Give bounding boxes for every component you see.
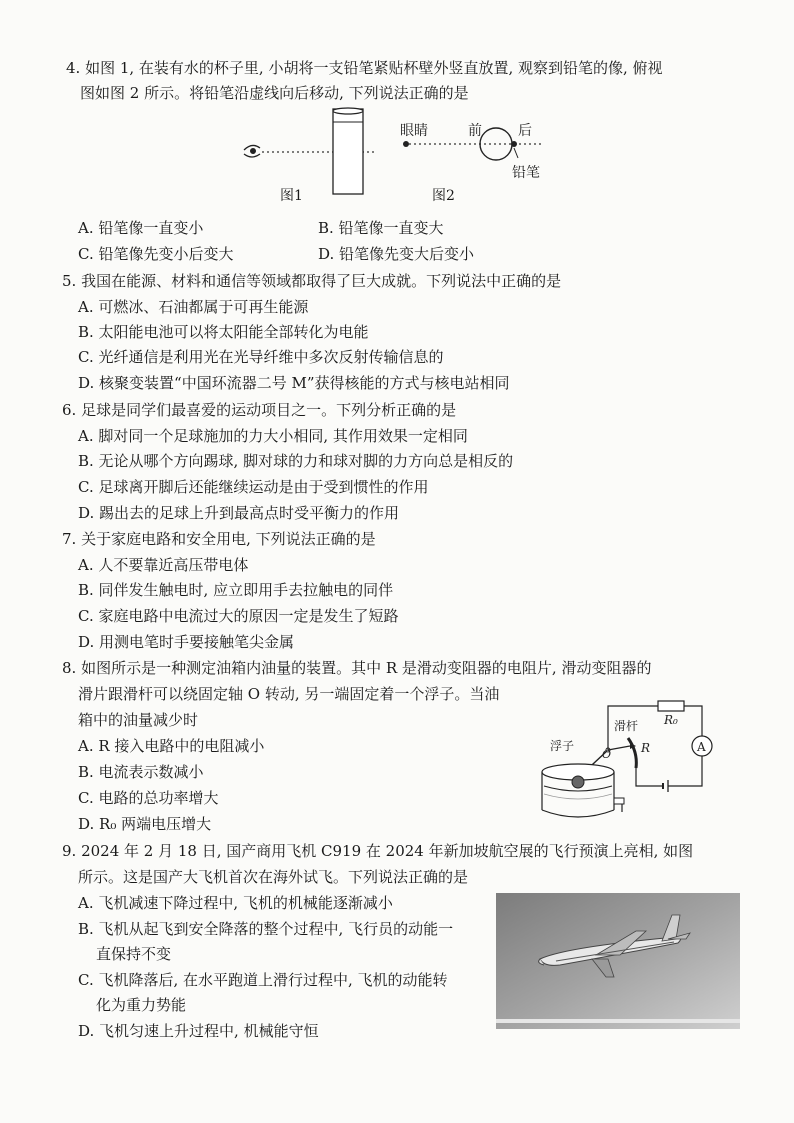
q9-stem-line1: 9. 2024 年 2 月 18 日, 国产商用飞机 C919 在 2024 年新加坡航空展的飞行预演上亮相, 如图	[62, 842, 694, 860]
q9-airplane-photo	[496, 893, 740, 1029]
q9-option-a: A. 飞机减速下降过程中, 飞机的机械能逐渐减小	[78, 894, 393, 912]
q8-figure-r0-label: R₀	[664, 713, 678, 727]
q6-option-d: D. 踢出去的足球上升到最高点时受平衡力的作用	[78, 504, 400, 522]
q8-option-c: C. 电路的总功率增大	[78, 789, 219, 807]
q6-option-a: A. 脚对同一个足球施加的力大小相同, 其作用效果一定相同	[78, 427, 468, 445]
q4-option-d: D. 铅笔像先变大后变小	[318, 245, 475, 263]
q8-stem-line2: 滑片跟滑杆可以绕固定轴 O 转动, 另一端固定着一个浮子。当油	[78, 685, 500, 703]
q8-figure-ammeter-label: A	[697, 740, 706, 754]
q8-figure-pivot-label: O	[602, 748, 612, 761]
q8-option-b: B. 电流表示数减小	[78, 763, 204, 781]
q4-option-a: A. 铅笔像一直变小	[78, 219, 204, 237]
q5-option-a: A. 可燃冰、石油都属于可再生能源	[78, 298, 309, 316]
q4-figure2-caption: 图2	[432, 188, 455, 204]
q9-option-c-line2: 化为重力势能	[96, 996, 187, 1014]
q7-option-b: B. 同伴发生触电时, 应立即用手去拉触电的同伴	[78, 581, 394, 599]
q8-stem-line3: 箱中的油量减少时	[78, 711, 199, 729]
q9-option-b-line2: 直保持不变	[96, 945, 172, 963]
q6-option-c: C. 足球离开脚后还能继续运动是由于受到惯性的作用	[78, 478, 429, 496]
q4-figure1-caption: 图1	[280, 188, 303, 204]
q4-figure1-cup	[236, 106, 381, 196]
q5-option-d: D. 核聚变装置“中国环流器二号 M”获得核能的方式与核电站相同	[78, 374, 510, 392]
q4-figure2-back-label: 后	[518, 123, 532, 139]
q8-stem-line1: 8. 如图所示是一种测定油箱内油量的装置。其中 R 是滑动变阻器的电阻片, 滑动变阻器的	[62, 659, 652, 677]
q4-figure2-pencil-label: 铅笔	[512, 165, 540, 181]
q9-option-d: D. 飞机匀速上升过程中, 机械能守恒	[78, 1022, 319, 1040]
q7-option-c: C. 家庭电路中电流过大的原因一定是发生了短路	[78, 607, 399, 625]
q9-option-b-line1: B. 飞机从起飞到安全降落的整个过程中, 飞行员的动能一	[78, 920, 454, 938]
q5-option-b: B. 太阳能电池可以将太阳能全部转化为电能	[78, 323, 369, 341]
q6-stem: 6. 足球是同学们最喜爱的运动项目之一。下列分析正确的是	[62, 401, 457, 419]
q4-option-b: B. 铅笔像一直变大	[318, 219, 444, 237]
q4-option-c: C. 铅笔像先变小后变大	[78, 245, 234, 263]
q5-option-c: C. 光纤通信是利用光在光导纤维中多次反射传输信息的	[78, 348, 444, 366]
q5-stem: 5. 我国在能源、材料和通信等领域都取得了巨大成就。下列说法中正确的是	[62, 272, 562, 290]
q7-stem: 7. 关于家庭电路和安全用电, 下列说法正确的是	[62, 530, 376, 548]
q4-figure2-eye-label: 眼睛	[400, 123, 428, 139]
q4-stem-line2: 图如图 2 所示。将铅笔沿虚线向后移动, 下列说法正确的是	[80, 84, 469, 102]
q4-stem-line1: 4. 如图 1, 在装有水的杯子里, 小胡将一支铅笔紧贴杯壁外竖直放置, 观察到铅笔的像, 俯视	[66, 59, 663, 77]
q6-option-b: B. 无论从哪个方向踢球, 脚对球的力和球对脚的力方向总是相反的	[78, 452, 514, 470]
q8-figure-resistor-label: R	[641, 741, 651, 755]
q9-stem-line2: 所示。这是国产大飞机首次在海外试飞。下列说法正确的是	[78, 868, 469, 886]
q8-figure-float-label: 浮子	[550, 739, 575, 753]
q9-option-c-line1: C. 飞机降落后, 在水平跑道上滑行过程中, 飞机的动能转	[78, 971, 448, 989]
q4-figure2-front-label: 前	[468, 123, 482, 139]
q7-option-d: D. 用测电笔时手要接触笔尖金属	[78, 633, 295, 651]
q8-option-d: D. R₀ 两端电压增大	[78, 815, 212, 833]
q8-figure-rod-label: 滑杆	[614, 719, 639, 733]
q7-option-a: A. 人不要靠近高压带电体	[78, 556, 249, 574]
q8-fuel-gauge-circuit-diagram	[532, 694, 722, 824]
q8-option-a: A. R 接入电路中的电阻减小	[78, 737, 265, 755]
